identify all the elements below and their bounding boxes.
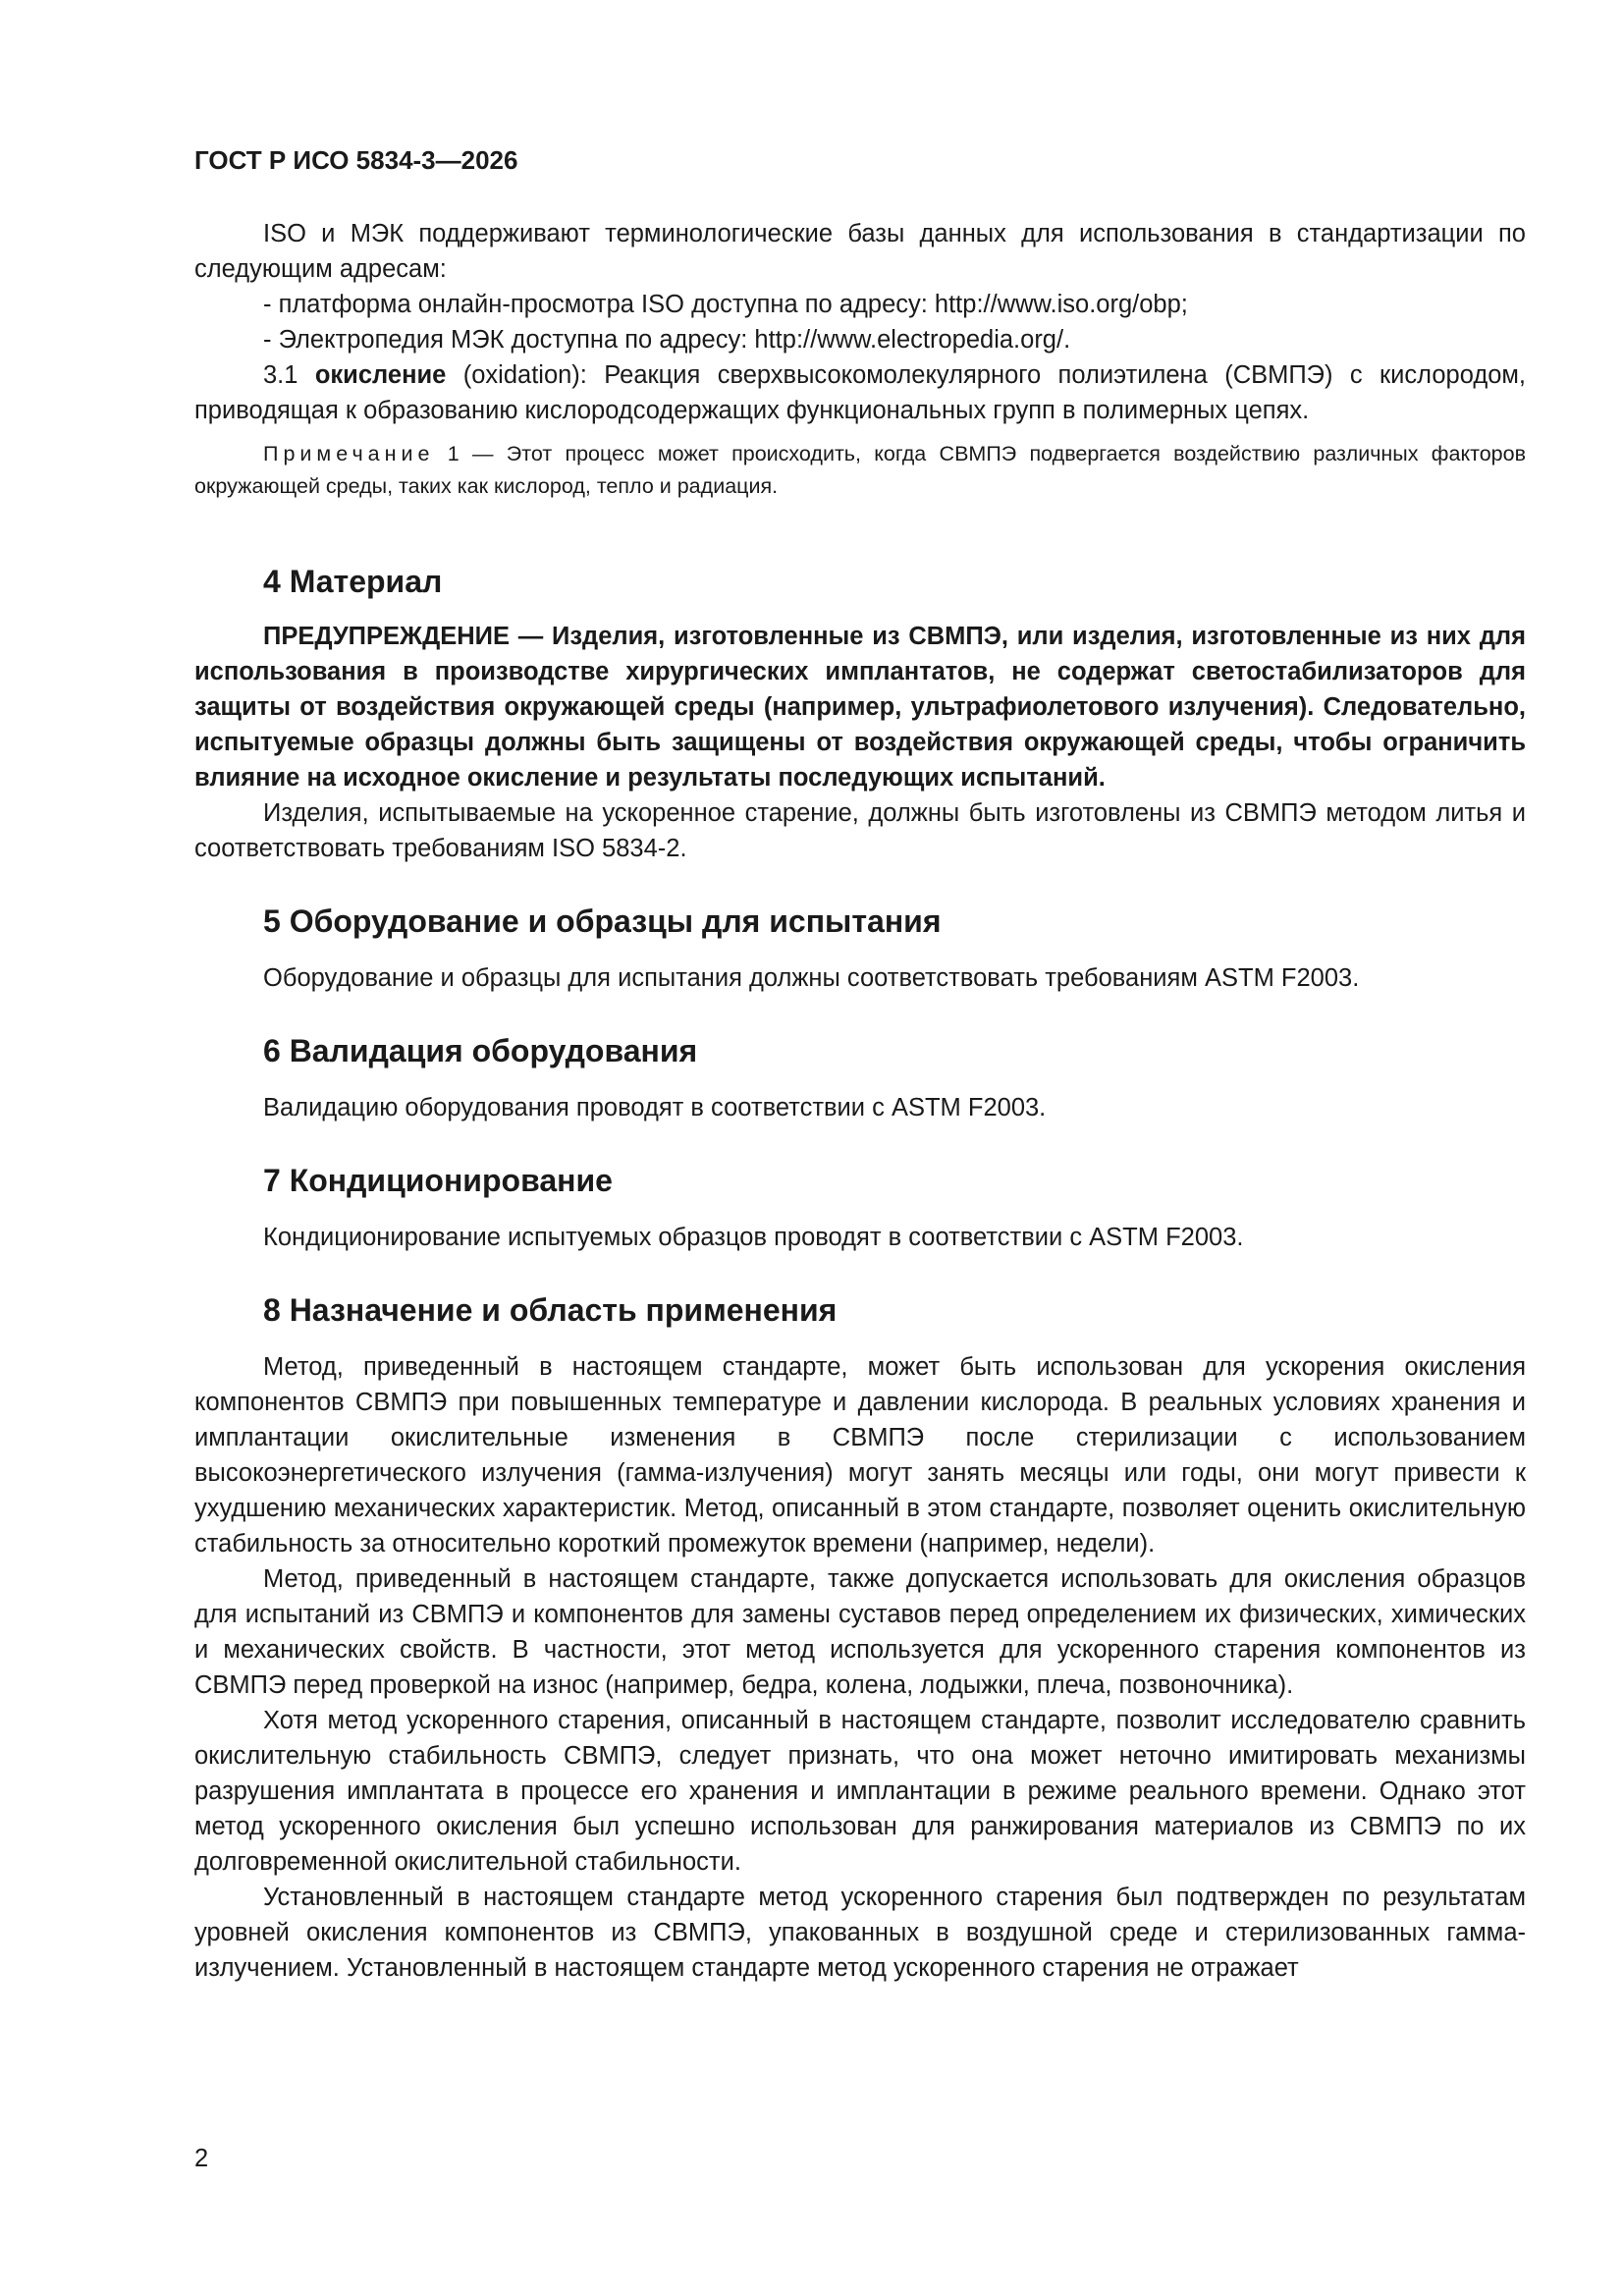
section-8-paragraph: Установленный в настоящем стандарте метод ускоренного старения был подтвержден по результатам уровней окисления компонентов из СВМПЭ, упакованных в воздушной среде и стерилизованных гамма-излучением. Установленный в настоящем стандарте метод ускоренного старения не отражает <box>194 1884 1526 1982</box>
section-8-paragraph: Хотя метод ускоренного старения, описанный в настоящем стандарте, позволит исследователю сравнить окислительную стабильность СВМПЭ, следует признать, что она может неточно имитировать механизмы разрушения имплантата в процессе его хранения и имплантации в режиме реального времени. Однако этот метод ускоренного окисления был успешно использован для ранжирования материалов из СВМПЭ по их долговременной окислительной стабильности. <box>194 1707 1526 1876</box>
terms-intro-paragraph: ISO и МЭК поддерживают терминологические базы данных для использования в стандартизации по следующим адресам: <box>194 220 1526 283</box>
section-8-heading: 8 Назначение и область применения <box>263 1292 838 1328</box>
note-1 <box>194 438 1526 503</box>
note-text: 1 — Этот процесс может происходить, когда СВМПЭ подвергается воздействию различных факторов окружающей среды, таких как кислород, тепло и радиация. <box>194 442 1526 498</box>
section-8-paragraph: Метод, приведенный в настоящем стандарте, может быть использован для ускорения окисления компонентов СВМПЭ при повышенных температуре и давлении кислорода. В реальных условиях хранения и имплантации окислительные изменения в СВМПЭ после стерилизации с использованием высокоэнергетического излучения (гамма-излучения) могут занять месяцы или годы, они могут привести к ухудшению механических характеристик. Метод, описанный в этом стандарте, позволяет оценить окислительную стабильность за относительно короткий промежуток времени (например, недели). <box>194 1353 1526 1558</box>
section-5-heading: 5 Оборудование и образцы для испытания <box>263 903 942 939</box>
term-number: 3.1 <box>263 361 298 389</box>
terms-list-item: - платформа онлайн-просмотра ISO доступна по адресу: http://www.iso.org/obp; <box>263 291 1188 318</box>
section-6-heading: 6 Валидация оборудования <box>263 1033 698 1068</box>
terms-list-item: - Электропедия МЭК доступна по адресу: http://www.electropedia.org/. <box>263 326 1071 354</box>
section-7-text: Кондиционирование испытуемых образцов проводят в соответствии с ASTM F2003. <box>263 1224 1244 1251</box>
term-name: окисление <box>314 361 447 389</box>
standard-code-header: ГОСТ Р ИСО 5834-3—2026 <box>194 145 518 175</box>
page-number: 2 <box>194 2145 209 2172</box>
section-4-text: Изделия, испытываемые на ускоренное старение, должны быть изготовлены из СВМПЭ методом литья и соответствовать требованиям ISO 5834-2. <box>194 799 1526 862</box>
document-page <box>194 145 1526 1986</box>
section-5-text: Оборудование и образцы для испытания должны соответствовать требованиям ASTM F2003. <box>263 964 1360 992</box>
section-7-heading: 7 Кондиционирование <box>263 1163 613 1198</box>
term-definition-3-1 <box>194 357 1526 428</box>
section-4-warning: ПРЕДУПРЕЖДЕНИЕ — Изделия, изготовленные из СВМПЭ, или изделия, изготовленные из них для использования в производстве хирургических имплантатов, не содержат светостабилизаторов для защиты от воздействия окружающей среды (например, ультрафиолетового излучения). Следовательно, испытуемые образцы должны быть защищены от воздействия окружающей среды, чтобы ограничить влияние на исходное окисление и результаты последующих испытаний. <box>194 623 1526 792</box>
section-4-heading: 4 Материал <box>263 564 443 599</box>
term-definition-text: (oxidation): Реакция сверхвысокомолекулярного полиэтилена (СВМПЭ) с кислородом, приводящая к образованию кислородсодержащих функциональных групп в полимерных цепях. <box>194 361 1526 424</box>
section-6-text: Валидацию оборудования проводят в соответствии с ASTM F2003. <box>263 1094 1047 1121</box>
note-label: Примечание <box>263 442 435 465</box>
section-8-paragraph: Метод, приведенный в настоящем стандарте, также допускается использовать для окисления образцов для испытаний из СВМПЭ и компонентов для замены суставов перед определением их физических, химических и механических свойств. В частности, этот метод используется для ускоренного старения компонентов из СВМПЭ перед проверкой на износ (например, бедра, колена, лодыжки, плеча, позвоночника). <box>194 1565 1526 1699</box>
